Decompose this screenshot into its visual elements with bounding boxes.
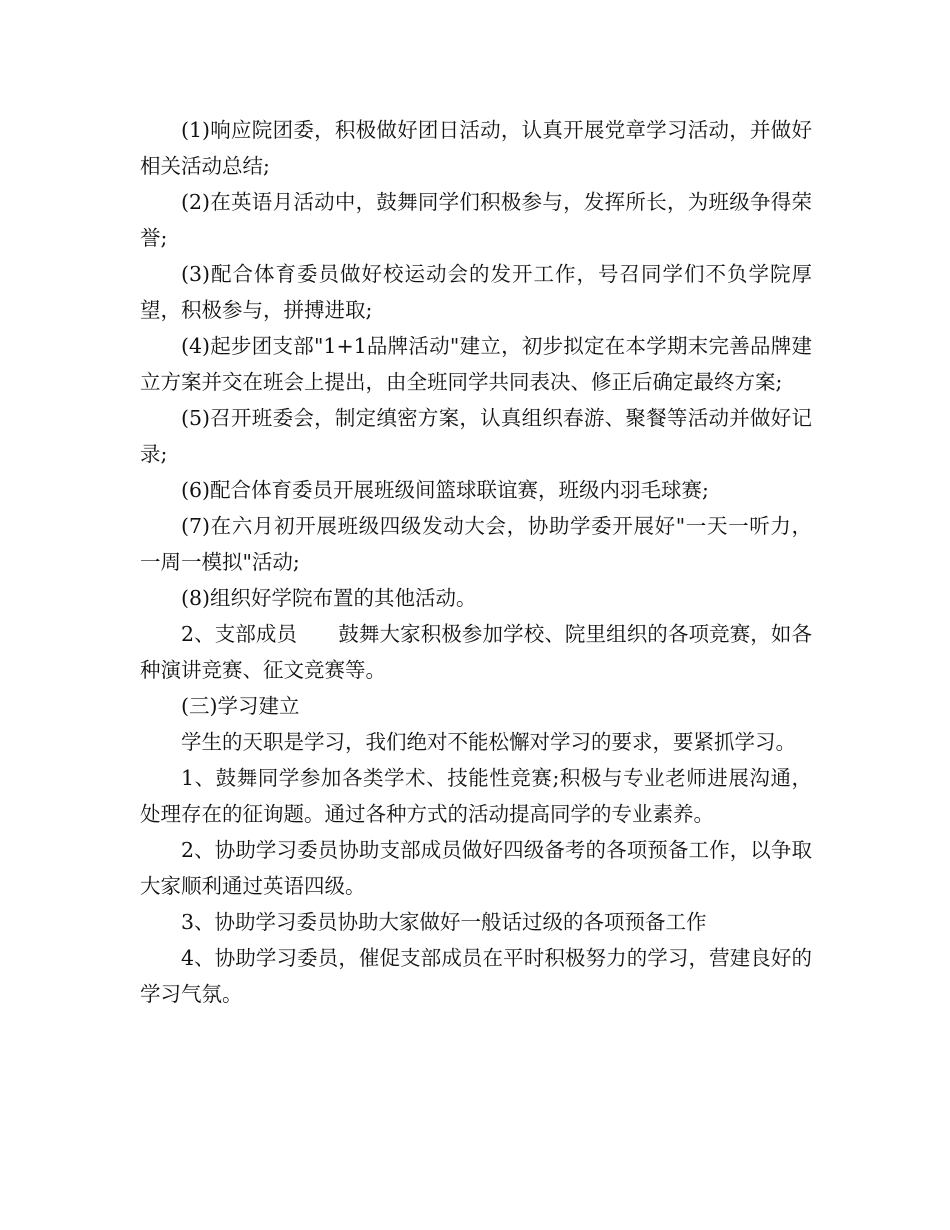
document-body [140,112,812,1012]
paragraph-activity-3: (3)配合体育委员做好校运动会的发开工作，号召同学们不负学院厚望，积极参与，拼搏进取; [140,262,812,322]
paragraph-study-3: 3、协助学习委员协助大家做好一般话过级的各项预备工作 [181,910,707,934]
paragraph-study-2: 2、协助学习委员协助支部成员做好四级备考的各项预备工作，以争取大家顺利通过英语四级。 [140,838,812,898]
paragraph-activity-1: (1)响应院团委，积极做好团日活动，认真开展党章学习活动，并做好相关活动总结; [140,118,812,178]
paragraph-activity-4: (4)起步团支部"1+1品牌活动"建立，初步拟定在本学期末完善品牌建立方案并交在班会上提出，由全班同学共同表决、修正后确定最终方案; [140,334,812,394]
paragraph-study-1: 1、鼓舞同学参加各类学术、技能性竞赛;积极与专业老师进展沟通，处理存在的征询题。通过各种方式的活动提高同学的专业素养。 [140,766,812,826]
paragraph-activity-8: (8)组织好学院布置的其他活动。 [181,586,477,610]
paragraph-study-intro: 学生的天职是学习，我们绝对不能松懈对学习的要求，要紧抓学习。 [181,730,796,754]
paragraph-study-4: 4、协助学习委员，催促支部成员在平时积极努力的学习，营建良好的学习气氛。 [140,946,812,1006]
paragraph-activity-7: (7)在六月初开展班级四级发动大会，协助学委开展好"一天一听力，一周一模拟"活动; [140,514,812,574]
paragraph-activity-2: (2)在英语月活动中，鼓舞同学们积极参与，发挥所长，为班级争得荣誉; [140,190,812,250]
paragraph-activity-5: (5)召开班委会，制定缜密方案，认真组织春游、聚餐等活动并做好记录; [140,406,812,466]
section-heading-study: (三)学习建立 [181,694,300,718]
paragraph-activity-6: (6)配合体育委员开展班级间篮球联谊赛，班级内羽毛球赛; [181,478,709,502]
paragraph-branch-members: 2、支部成员 鼓舞大家积极参加学校、院里组织的各项竞赛，如各种演讲竞赛、征文竞赛等。 [140,622,812,682]
